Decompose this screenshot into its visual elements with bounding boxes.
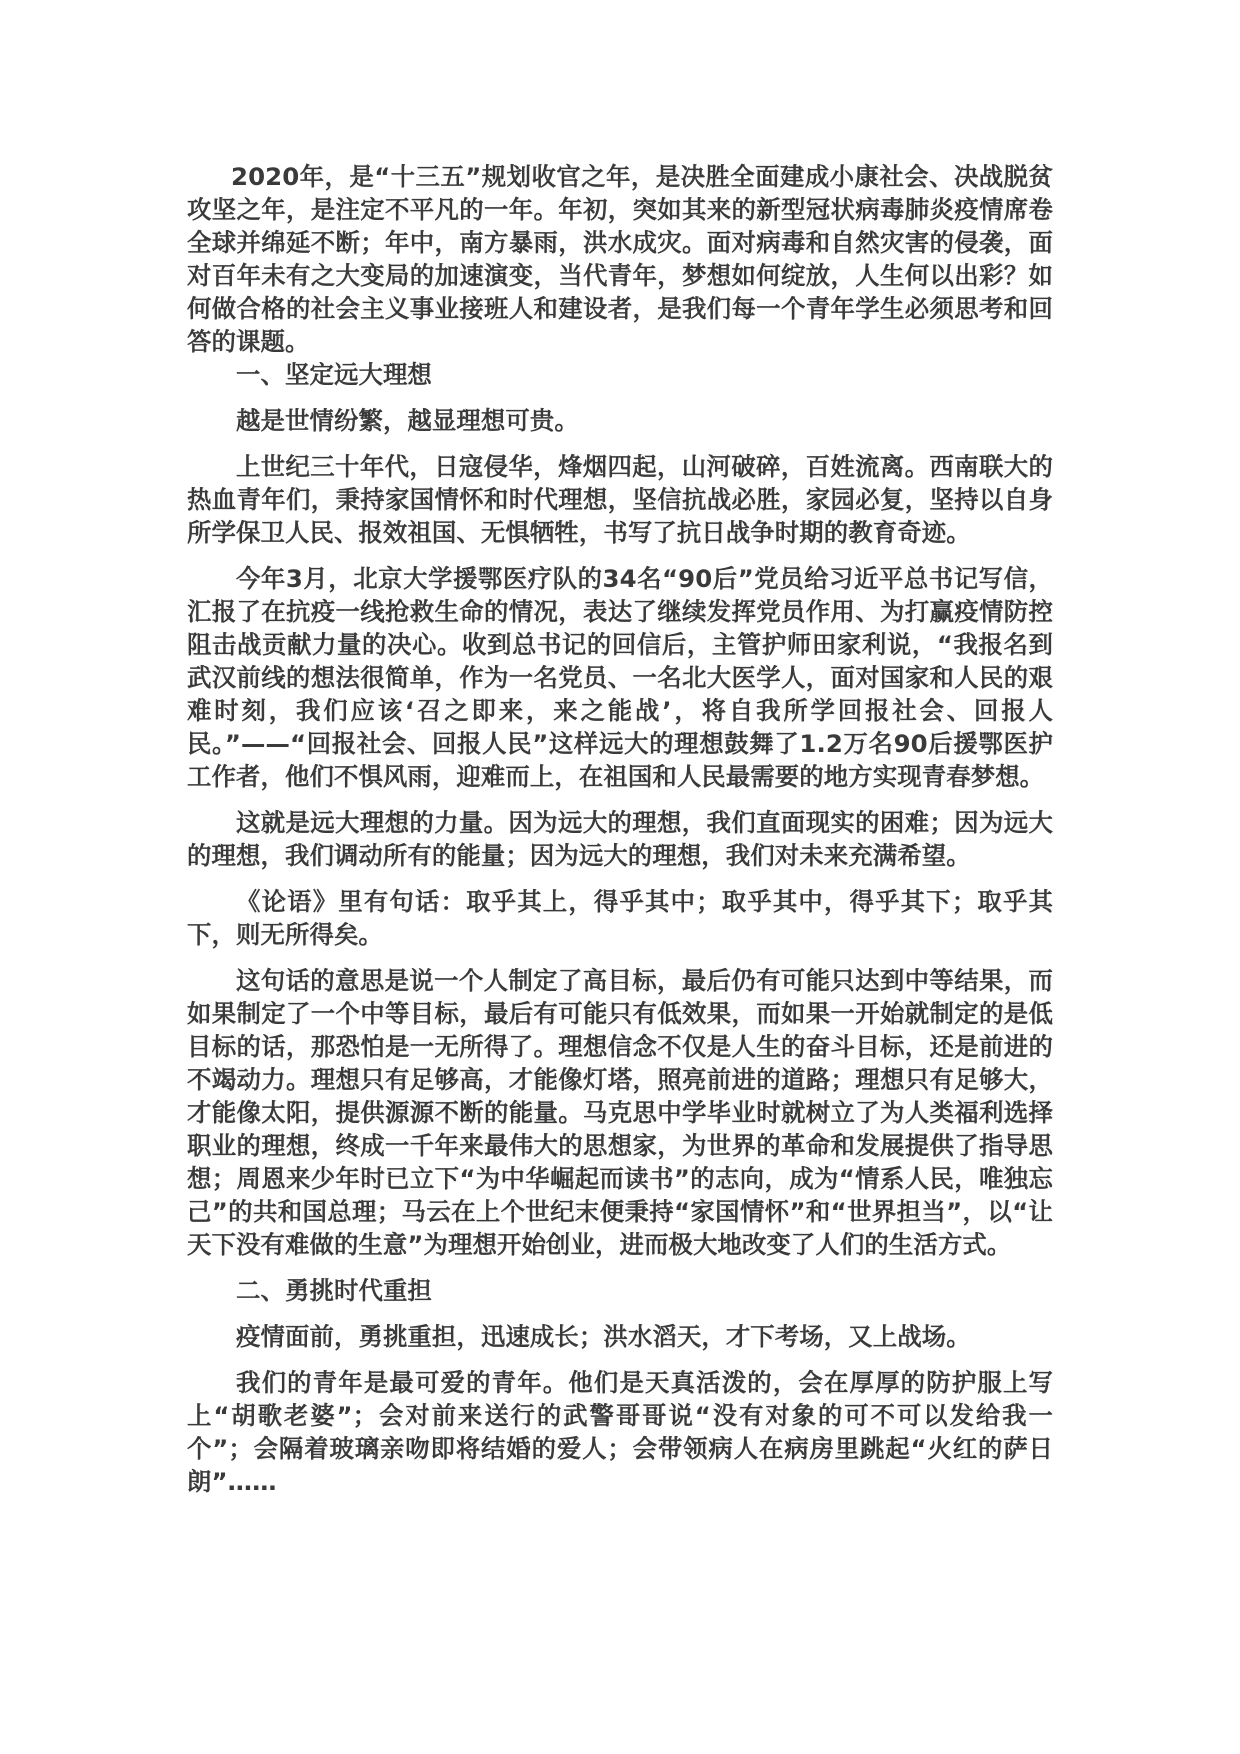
body-paragraph: 疫情面前，勇挑重担，迅速成长；洪水滔天，才下考场，又上战场。 <box>236 1322 971 1351</box>
body-paragraph: 今年3月，北京大学援鄂医疗队的34名“90后”党员给习近平总书记写信，汇报了在抗疫一线抢救生命的情况，表达了继续发挥党员作用、为打赢疫情防控阻击战贡献力量的决心。收到总书记的回信后，主管护师田家利说，“我报名到武汉前线的想法很简单，作为一名党员、一名北大医学人，面对国家和人民的艰难时刻，我们应该‘召之即来，来之能战’，将自我所学回报社会、回报人民。”——“回报社会、回报人民”这样远大的理想鼓舞了1.2万名90后援鄂医护工作者，他们不惧风雨，迎难而上，在祖国和人民最需要的地方实现青春梦想。 <box>187 564 1053 791</box>
section-heading-2: 二、勇挑时代重担 <box>236 1276 432 1305</box>
body-paragraph: 我们的青年是最可爱的青年。他们是天真活泼的，会在厚厚的防护服上写上“胡歌老婆”；会对前来送行的武警哥哥说“没有对象的可不可以发给我一个”；会隔着玻璃亲吻即将结婚的爱人；会带领病人在病房里跳起“火红的萨日朗”…… <box>187 1368 1053 1496</box>
document-body <box>187 160 1053 1511</box>
body-paragraph: 这句话的意思是说一个人制定了高目标，最后仍有可能只达到中等结果，而如果制定了一个中等目标，最后有可能只有低效果，而如果一开始就制定的是低目标的话，那恐怕是一无所得了。理想信念不仅是人生的奋斗目标，还是前进的不竭动力。理想只有足够高，才能像灯塔，照亮前进的道路；理想只有足够大，才能像太阳，提供源源不断的能量。马克思中学毕业时就树立了为人类福利选择职业的理想，终成一千年来最伟大的思想家，为世界的革命和发展提供了指导思想；周恩来少年时已立下“为中华崛起而读书”的志向，成为“情系人民，唯独忘己”的共和国总理；马云在上个世纪末便秉持“家国情怀”和“世界担当”，以“让天下没有难做的生意”为理想开始创业，进而极大地改变了人们的生活方式。 <box>187 966 1053 1259</box>
body-paragraph: 上世纪三十年代，日寇侵华，烽烟四起，山河破碎，百姓流离。西南联大的热血青年们，秉持家国情怀和时代理想，坚信抗战必胜，家园必复，坚持以自身所学保卫人民、报效祖国、无惧牺牲，书写了抗日战争时期的教育奇迹。 <box>187 452 1053 547</box>
section-heading-1: 一、坚定远大理想 <box>236 360 432 389</box>
body-paragraph: 《论语》里有句话：取乎其上，得乎其中；取乎其中，得乎其下；取乎其下，则无所得矣。 <box>187 887 1053 949</box>
intro-paragraph: 2020年，是“十三五”规划收官之年，是决胜全面建成小康社会、决战脱贫攻坚之年，是注定不平凡的一年。年初，突如其来的新型冠状病毒肺炎疫情席卷全球并绵延不断；年中，南方暴雨，洪水成灾。面对病毒和自然灾害的侵袭，面对百年未有之大变局的加速演变，当代青年，梦想如何绽放，人生何以出彩？如何做合格的社会主义事业接班人和建设者，是我们每一个青年学生必须思考和回答的课题。 <box>187 162 1053 356</box>
body-paragraph: 这就是远大理想的力量。因为远大的理想，我们直面现实的困难；因为远大的理想，我们调动所有的能量；因为远大的理想，我们对未来充满希望。 <box>187 808 1053 870</box>
body-paragraph: 越是世情纷繁，越显理想可贵。 <box>236 406 579 435</box>
